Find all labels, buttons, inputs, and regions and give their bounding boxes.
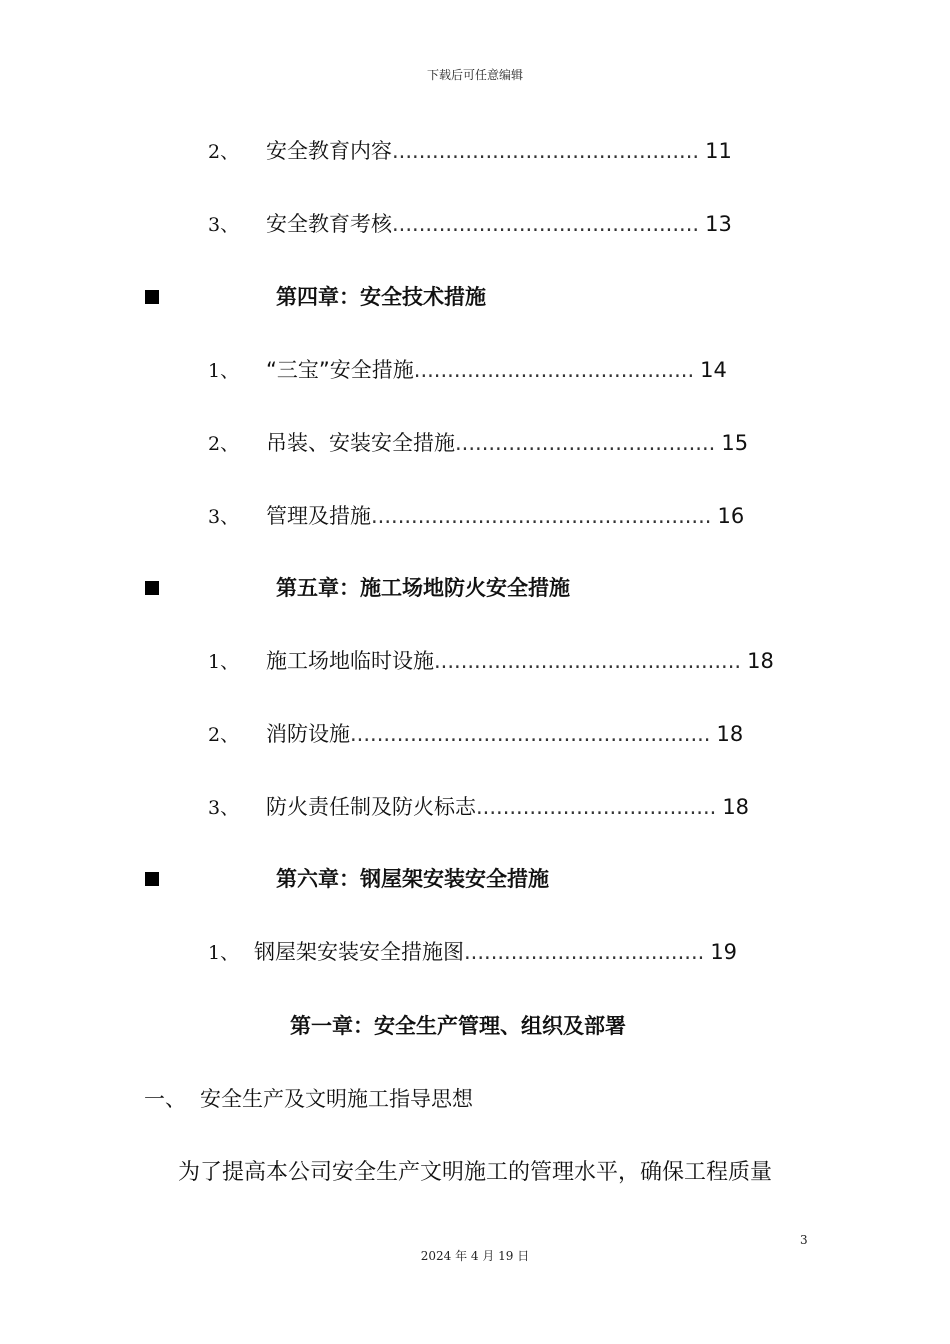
toc-entry[interactable] [208, 501, 744, 532]
toc-entry-title: 安全教育考核 [266, 212, 392, 236]
toc-entry-page: 18 [716, 722, 744, 746]
toc-entry-leader: ...................................................... [350, 722, 711, 746]
toc-entry-page: 19 [710, 940, 738, 964]
toc-entry-title: 钢屋架安装安全措施图 [254, 940, 464, 964]
toc-entry[interactable] [208, 209, 732, 240]
toc-entry[interactable] [208, 136, 732, 167]
toc-entry-number: 2、 [208, 433, 240, 455]
toc-entry-leader: .......................................... [413, 358, 695, 382]
toc-entry-page: 18 [747, 649, 774, 673]
toc-entry-leader: ....................................... [455, 431, 716, 455]
body-paragraph: 为了提高本公司安全生产文明施工的管理水平，确保工程质量 [178, 1160, 773, 1185]
toc-entry-title: 施工场地临时设施 [266, 649, 434, 673]
toc-entry[interactable] [208, 355, 727, 386]
page-number: 3 [800, 1233, 808, 1247]
toc-entry-leader: ................................................... [371, 504, 712, 528]
bullet-square-icon [145, 290, 159, 304]
toc-entry[interactable] [208, 719, 743, 750]
toc-entry-page: 14 [700, 358, 727, 382]
toc-entry-number: 3、 [208, 214, 240, 236]
toc-entry-number: 1、 [208, 651, 240, 673]
toc-entry-number: 2、 [208, 724, 240, 746]
toc-entry-leader: .................................... [476, 795, 717, 819]
toc-entry-title: 管理及措施 [266, 504, 371, 528]
toc-entry[interactable] [208, 792, 749, 823]
toc-entry-number: 2、 [208, 141, 240, 163]
toc-entry-number: 1、 [208, 942, 240, 964]
toc-entry-title: 消防设施 [266, 722, 350, 746]
toc-entry-title: 防火责任制及防火标志 [266, 795, 476, 819]
section-heading [144, 1083, 473, 1113]
toc-entry-page: 11 [705, 139, 732, 163]
toc-entry[interactable] [208, 428, 748, 459]
bullet-square-icon [145, 581, 159, 595]
toc-entry-title: 安全教育内容 [266, 139, 392, 163]
toc-entry-page: 16 [717, 504, 745, 528]
toc-entry-leader: .................................... [464, 940, 705, 964]
toc-chapter-heading[interactable]: 第四章：安全技术措施 [276, 285, 486, 309]
toc-entry-page: 18 [722, 795, 750, 819]
toc-entry-title: “三宝”安全措施 [266, 358, 414, 382]
page-header: 下载后可任意编辑 [426, 68, 523, 82]
toc-entry[interactable] [208, 937, 737, 968]
section-heading-text: 安全生产及文明施工指导思想 [200, 1087, 473, 1111]
toc-chapter-heading[interactable]: 第五章：施工场地防火安全措施 [276, 576, 570, 600]
toc-entry-number: 3、 [208, 506, 240, 528]
toc-entry-leader: .............................................. [392, 139, 700, 163]
toc-entry-number: 3、 [208, 797, 240, 819]
section-heading-number: 一、 [144, 1087, 186, 1111]
footer-date: 2024 年 4 月 19 日 [420, 1249, 530, 1263]
toc-entry-leader: .............................................. [434, 649, 742, 673]
toc-entry[interactable] [208, 646, 774, 677]
toc-entry-page: 13 [705, 212, 732, 236]
bullet-square-icon [145, 872, 159, 886]
toc-entry-number: 1、 [208, 360, 240, 382]
chapter-title: 第一章：安全生产管理、组织及部署 [290, 1014, 626, 1038]
toc-entry-title: 吊装、安装安全措施 [266, 431, 455, 455]
toc-chapter-heading[interactable]: 第六章：钢屋架安装安全措施 [276, 867, 549, 891]
toc-entry-leader: .............................................. [392, 212, 700, 236]
toc-entry-page: 15 [721, 431, 749, 455]
